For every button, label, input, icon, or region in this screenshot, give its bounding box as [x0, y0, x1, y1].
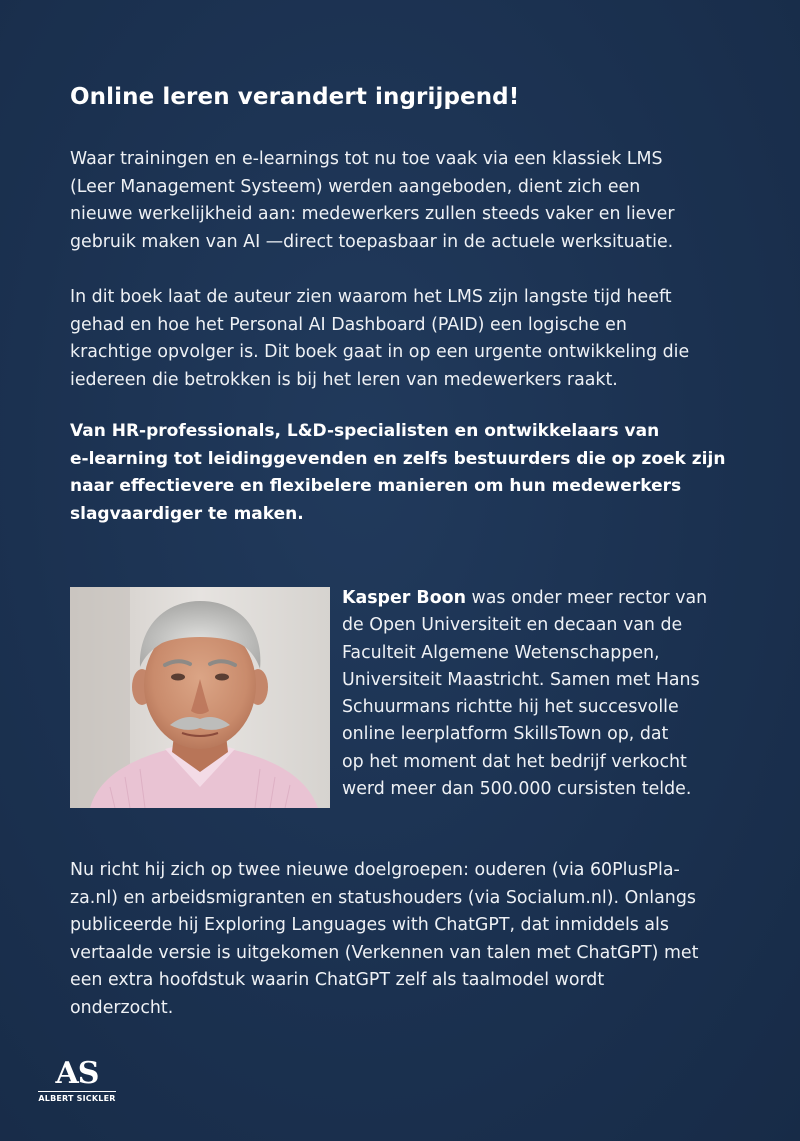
publisher-name: ALBERT SICKLER [38, 1094, 116, 1103]
publisher-logo-rule [38, 1091, 116, 1092]
author-block [70, 587, 750, 809]
author-bio [342, 585, 747, 803]
author-bio-text: was onder meer rector van de Open Universiteit en decaan van de Faculteit Algemene Wetenschappen, Universiteit Maastricht. Samen met Hans Schuurmans richtte hij het succesvolle online leerplatform SkillsTown op, dat op het moment dat het bedrijf verkocht werd meer dan 500.000 cursisten telde. [342, 588, 708, 800]
publisher-logo [36, 1058, 118, 1108]
author-photo [70, 587, 330, 808]
book-paragraph: In dit boek laat de auteur zien waarom het LMS zijn langste tijd heeft gehad en hoe het Personal AI Dashboard (PAID) een logische en krachtige opvolger is. Dit boek gaat in op een urgente ontwikkeling die iedereen die betrokken is bij het leren van medewerkers raakt. [70, 287, 690, 390]
closing-paragraph: Nu richt hij zich op twee nieuwe doelgroepen: ouderen (via 60PlusPla- za.nl) en arbeidsmigranten en statushouders (via Socialum.nl). Onlangs publiceerde hij Exploring Languages with ChatGPT, dat inmiddels als vertaalde versie is uitgekomen (Verkennen van talen met ChatGPT) met een extra hoofdstuk waarin ChatGPT zelf als taalmodel wordt onderzocht. [70, 860, 699, 1018]
intro-paragraph: Waar trainingen en e-learnings tot nu toe vaak via een klassiek LMS (Leer Management Systeem) werden aangeboden, dient zich een nieuwe werkelijkheid aan: medewerkers zullen steeds vaker en liever gebruik maken van AI —direct toepasbaar in de actuele werksituatie. [70, 149, 675, 252]
author-name: Kasper Boon [342, 588, 466, 608]
audience-paragraph: Van HR-professionals, L&D-specialisten en ontwikkelaars van e-learning tot leidinggevenden en zelfs bestuurders die op zoek zijn naar effectievere en flexibelere manieren om hun medewerkers slagvaardiger te maken. [70, 421, 726, 524]
cover-heading: Online leren verandert ingrijpend! [70, 84, 520, 110]
publisher-logo-mark: AS [55, 1056, 99, 1091]
